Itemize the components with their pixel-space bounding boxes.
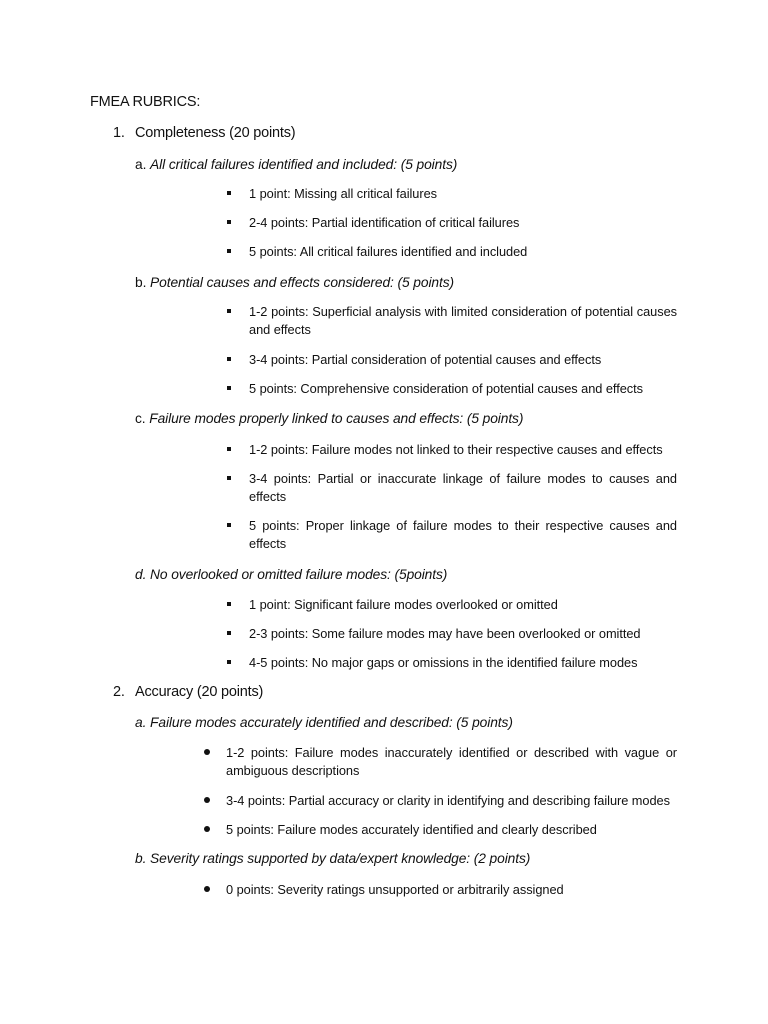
rubric-level-text: 5 points: Failure modes accurately identified and clearly described: [226, 822, 597, 837]
rubric-level-text: 1-2 points: Failure modes inaccurately identified or described with vague or ambiguous descriptions: [226, 745, 677, 778]
rubric-level-text: 0 points: Severity ratings unsupported or arbitrarily assigned: [226, 882, 564, 897]
document-title: FMEA RUBRICS:: [90, 94, 201, 110]
criterion-heading: [135, 410, 523, 428]
square-bullet-icon: [227, 523, 231, 527]
rubric-level-text: 3-4 points: Partial or inaccurate linkage of failure modes to causes and effects: [249, 471, 677, 504]
criterion-prefix: c.: [135, 411, 146, 426]
section-title: Accuracy (20 points): [135, 684, 264, 700]
rubric-level-text: 3-4 points: Partial consideration of potential causes and effects: [249, 352, 602, 367]
section-number: 2.: [113, 684, 125, 700]
square-bullet-icon: [227, 309, 231, 313]
square-bullet-icon: [227, 191, 231, 195]
round-bullet-icon: [204, 797, 210, 803]
rubric-level-text: 1 point: Missing all critical failures: [249, 186, 437, 201]
criterion-heading: [135, 274, 454, 292]
criterion-heading: [135, 156, 457, 174]
square-bullet-icon: [227, 357, 231, 361]
rubric-level-text: 1-2 points: Superficial analysis with limited consideration of potential causes and effects: [249, 304, 677, 337]
round-bullet-icon: [204, 886, 210, 892]
criterion-label: b. Severity ratings supported by data/expert knowledge: (2 points): [135, 851, 531, 866]
square-bullet-icon: [227, 602, 231, 606]
rubric-level-text: 5 points: Comprehensive consideration of potential causes and effects: [249, 381, 643, 396]
square-bullet-icon: [227, 220, 231, 224]
round-bullet-icon: [204, 826, 210, 832]
square-bullet-icon: [227, 249, 231, 253]
criterion-prefix: a.: [135, 157, 147, 172]
criterion-heading: [135, 566, 447, 584]
criterion-label: a. Failure modes accurately identified and described: (5 points): [135, 715, 513, 730]
criterion-heading: [135, 714, 513, 732]
rubric-level-text: 3-4 points: Partial accuracy or clarity in identifying and describing failure modes: [226, 793, 670, 808]
criterion-label: d. No overlooked or omitted failure modes: (5points): [135, 567, 448, 582]
criterion-heading: [135, 850, 530, 868]
rubric-level-text: 2-3 points: Some failure modes may have been overlooked or omitted: [249, 626, 641, 641]
criterion-label: Failure modes properly linked to causes and effects: (5 points): [149, 411, 524, 426]
rubric-level-text: 1 point: Significant failure modes overlooked or omitted: [249, 597, 558, 612]
rubric-level-text: 2-4 points: Partial identification of critical failures: [249, 215, 520, 230]
square-bullet-icon: [227, 447, 231, 451]
criterion-label: All critical failures identified and included: (5 points): [150, 157, 458, 172]
square-bullet-icon: [227, 660, 231, 664]
square-bullet-icon: [227, 386, 231, 390]
rubric-level-text: 5 points: All critical failures identified and included: [249, 244, 528, 259]
section-title: Completeness (20 points): [135, 125, 296, 141]
criterion-label: Potential causes and effects considered: (5 points): [150, 275, 455, 290]
rubric-level-text: 5 points: Proper linkage of failure modes to their respective causes and effects: [249, 518, 677, 551]
square-bullet-icon: [227, 476, 231, 480]
round-bullet-icon: [204, 749, 210, 755]
square-bullet-icon: [227, 631, 231, 635]
section-number: 1.: [113, 125, 125, 141]
criterion-prefix: b.: [135, 275, 147, 290]
rubric-level-text: 4-5 points: No major gaps or omissions in the identified failure modes: [249, 655, 638, 670]
rubric-level-text: 1-2 points: Failure modes not linked to their respective causes and effects: [249, 442, 663, 457]
